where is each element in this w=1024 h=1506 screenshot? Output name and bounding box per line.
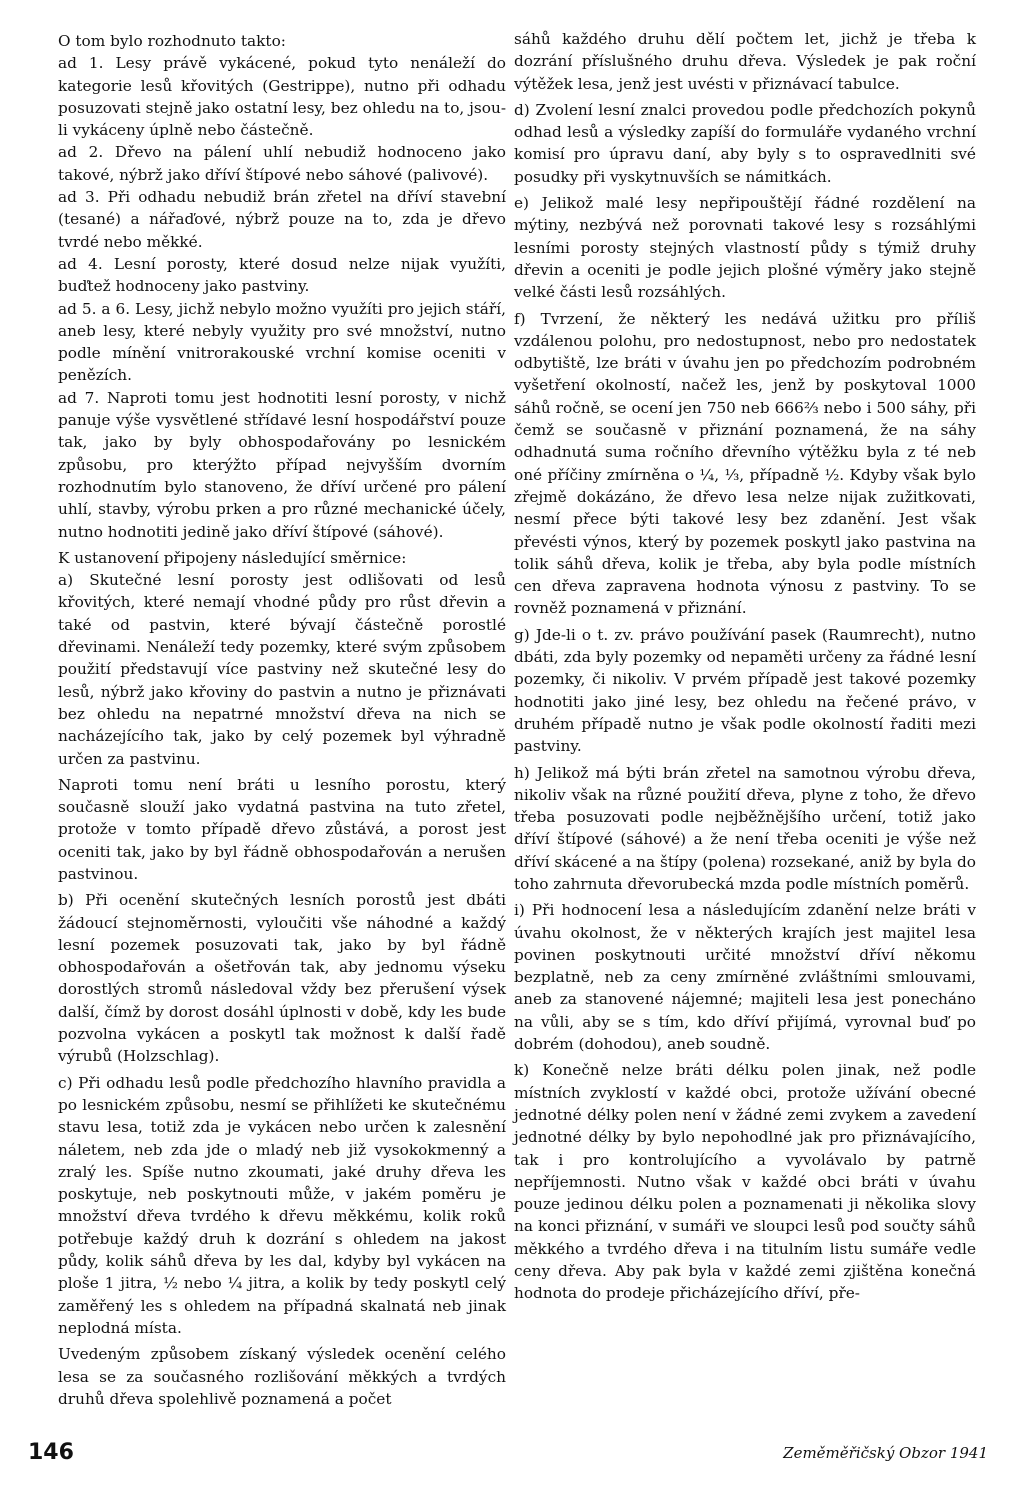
paragraph: ad 7. Naproti tomu jest hodnotiti lesní porosty, v nichž panuje výše vysvětlené střídavé lesní hospodářství pouze tak, jako by byly obhospodařovány po lesnickém způsobu, pro kterýžto případ nejvyšším dvorním rozhodnutím bylo stanoveno, že dříví určené pro pálení uhlí, stavby, výrobu prken a pro různé mechanické účely, nutno hodnotiti jedině jako dříví štípové (sáhové). [58,388,506,541]
paragraph: ad 2. Dřevo na pálení uhlí nebudiž hodnoceno jako takové, nýbrž jako dříví štípové nebo sáhové (palivové). [58,143,506,184]
left-column [58,30,506,1410]
paragraph: K ustanovení připojeny následující směrnice: [58,548,407,567]
paragraph: ad 4. Lesní porosty, které dosud nelze nijak využíti, buďtež hodnoceny jako pastviny. [58,254,506,296]
paragraph: ad 1. Lesy právě vykácené, pokud tyto nenáleží do kategorie lesů křovitých (Gestrippe), nutno při odhadu posuzovati stejně jako ostatní lesy, bez ohledu na to, jsou-li vykáceny úplně nebo částečně. [58,54,506,140]
right-column [514,28,976,1305]
paragraph: f) Tvrzení, že některý les nedává užitku pro příliš vzdálenou polohu, pro nedostupnost, nebo pro nedostatek odbytiště, lze bráti v úvahu jen po předchozím podrobném vyšetření okolností, načež les, jenž by poskytoval 1000 sáhů ročně, se ocení jen 750 neb 666⅔ nebo i 500 sáhy, při čemž se současně v přiznání poznamená, že na sáhy odhadnutá suma ročního dřevního výtěžku byla z té neb oné příčiny zmírněna o ¼, ⅓, případně ½. Kdyby však bylo zřejmě dokázáno, že dřevo lesa nelze nijak zužitkovati, nesmí přece býti takové lesy bez zdanění. Jest však převésti výnos, který by pozemek poskytl jako pastvina na tolik sáhů dřeva, kolik je třeba, aby byla podle místních cen dřeva zapravena hodnota výnosu z pastviny. To se rovněž poznamená v přiznání. [514,309,976,618]
paragraph: c) Při odhadu lesů podle předchozího hlavního pravidla a po lesnickém způsobu, nesmí se přihlížeti ke skutečnému stavu lesa, totiž zda je vykácen nebo určen k zalesnění náletem, neb zda jde o mladý neb již vysokokmenný a zralý les. Spíše nutno zkoumati, jaké druhy dřeva les poskytuje, neb poskytnouti může, v jakém poměru je množství dřeva tvrdého k dřevu měkkému, kolik roků potřebuje každý druh k dozrání s ohledem na jakost půdy, kolik sáhů dřeva by les dal, kdyby byl vykácen na ploše 1 jitra, ½ nebo ¼ jitra, a kolik by tedy poskytl celý zaměřený les s ohledem na případná skalnatá neb jinak neplodná místa. [58,1073,506,1337]
paragraph: b) Při ocenění skutečných lesních porostů jest dbáti žádoucí stejnoměrnosti, vyloučiti vše náhodné a každý lesní pozemek posuzovati tak, jako by byl řádně obhospodařován a ošetřován tak, aby jednomu výseku dorostlých stromů následoval vždy bez přerušení výsek další, čímž by dorost dosáhl úplnosti v době, kdy les bude pozvolna vykácen a poskytl tak možnost k další řadě výrubů (Holzschlag). [58,891,506,1066]
paragraph: k) Konečně nelze bráti délku polen jinak, než podle místních zvyklostí v každé obci, protože užívání obecné jednotné délky polen není v žádné zemi zvykem a zavedení jednotné délky by bylo nepohodlné jak pro přiznávajícího, tak i pro kontrolujícího a vyvolávalo by patrně nepříjemnosti. Nutno však v každé obci bráti v úvahu pouze jedinou délku polen a poznamenati ji několika slovy na konci přiznání, v sumáři ve sloupci lesů pod součty sáhů měkkého a tvrdého dřeva i na titulním listu sumáře vedle ceny dřeva. Aby pak byla v každé zemi zjištěna konečná hodnota do prodeje přicházejícího dříví, pře- [514,1061,976,1303]
paragraph: ad 5. a 6. Lesy, jichž nebylo možno využíti pro jejich stáří, aneb lesy, které nebyly využity pro své množství, nutno podle mínění vnitrorakouské vrchní komise oceniti v penězích. [58,299,506,385]
paragraph: d) Zvolení lesní znalci provedou podle předchozích pokynů odhad lesů a výsledky zapíší do formuláře vydaného vrchní komisí pro úpravu daní, aby byly s to ospravedlniti své posudky při vyskytnuvších se námitkách. [514,100,976,186]
paragraph: O tom bylo rozhodnuto takto: [58,32,286,50]
paragraph: sáhů každého druhu dělí počtem let, jichž je třeba k dozrání příslušného druhu dřeva. Výsledek je pak roční výtěžek lesa, jenž jest uvésti v přiznávací tabulce. [514,30,976,93]
paragraph: g) Jde-li o t. zv. právo používání pasek (Raumrecht), nutno dbáti, zda byly pozemky od nepaměti určeny za řádné lesní pozemky, či nikoliv. V prvém případě jest takové pozemky hodnotiti jako jiné lesy, bez ohledu na řečené právo, v druhém případě nutno je však podle okolností řaditi mezi pastviny. [514,625,976,756]
paragraph: h) Jelikož má býti brán zřetel na samotnou výrobu dřeva, nikoliv však na různé použití dřeva, plyne z toho, že dřevo třeba posuzovati podle nejběžnějšího určení, totiž jako dříví štípové (sáhové) a že není třeba oceniti je výše než dříví skácené a na štípy (polena) rozsekané, aniž by byla do toho zahrnuta dřevorubecká mzda podle místních poměrů. [514,763,976,893]
paragraph: e) Jelikož malé lesy nepřipouštějí řádné rozdělení na mýtiny, nezbývá než porovnati takové lesy s rozsáhlými lesními porosty stejných vlastností půdy s týmiž druhy dřevin a oceniti je podle jejich plošné výměry jako stejně velké části lesů rozsáhlých. [514,194,976,302]
paragraph: i) Při hodnocení lesa a následujícím zdanění nelze bráti v úvahu okolnost, že v některých krajích jest majitel lesa povinen poskytnouti určité množství dříví někomu bezplatně, neb za ceny zmírněné zvláštními smlouvami, aneb za stanovené nájemné; majiteli lesa jest ponecháno na vůli, aby se s tím, kdo dříví přijímá, vyrovnal buď po dobrém (dohodou), aneb soudně. [514,901,976,1054]
paragraph: ad 3. Při odhadu nebudiž brán zřetel na dříví stavební (tesané) a nářaďové, nýbrž pouze na to, zda je dřevo tvrdé nebo měkké. [58,188,506,251]
paragraph: Naproti tomu není bráti u lesního porostu, který současně slouží jako vydatná pastvina na tuto zřetel, protože v tomto případě dřevo zůstává, a porost jest oceniti tak, jako by byl řádně obhospodařován a nerušen pastvinou. [58,775,506,883]
paragraph: a) Skutečné lesní porosty jest odlišovati od lesů křovitých, které nemají vhodné půdy pro růst dřevin a také od pastvin, které bývají částečně porostlé dřevinami. Nenáleží tedy pozemky, které svým způsobem použití představují více pastviny než skutečné lesy do lesů, nýbrž jako křoviny do pastvin a nutno je přiznávati bez ohledu na nepatrné množství dřeva na nich se nacházejícího tak, jako by celý pozemek byl výhradně určen za pastvinu. [58,571,506,768]
paragraph: Uvedeným způsobem získaný výsledek ocenění celého lesa se za současného rozlišování měkkých a tvrdých druhů dřeva spolehlivě poznamená a počet [58,1345,506,1408]
page-number: 146 [28,1440,74,1465]
journal-title: Zeměměřičský Obzor 1941 [783,1444,988,1462]
